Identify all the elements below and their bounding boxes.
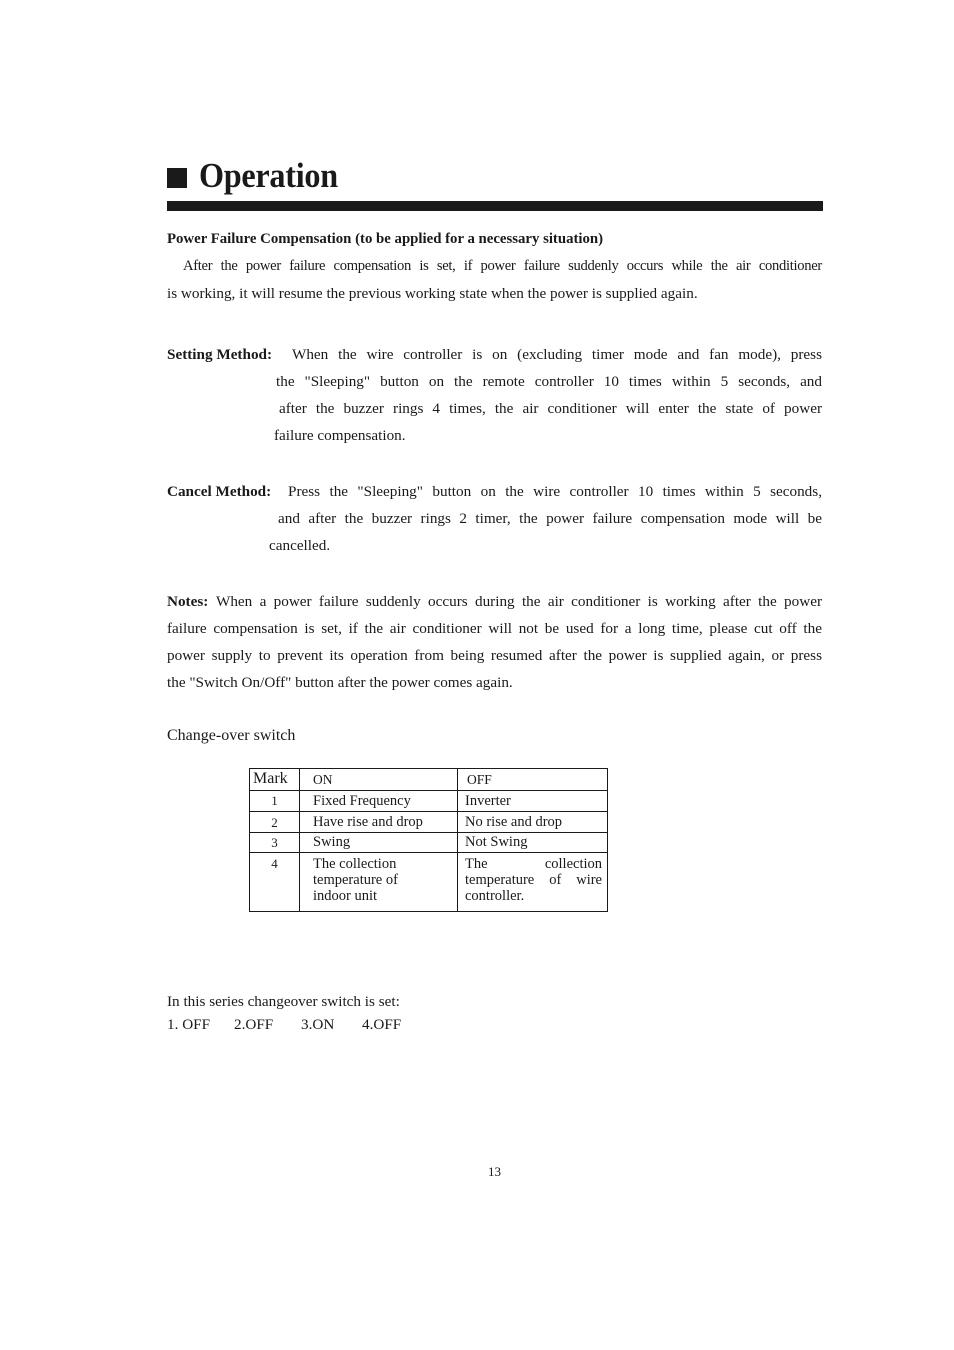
setting-label: Setting Method: <box>167 346 273 363</box>
table-cell: 4 <box>250 853 300 912</box>
cancel-line-2: and after the buzzer rings 2 timer, the power failure compensation mode will be <box>278 510 822 527</box>
series-intro: In this series changeover switch is set: <box>167 993 400 1010</box>
switch-table <box>249 768 608 912</box>
pfc-heading: Power Failure Compensation (to be applied for a necessary situation) <box>167 231 604 247</box>
table-row <box>250 833 608 853</box>
table-row <box>250 812 608 833</box>
table-header-cell: Mark <box>250 769 300 791</box>
table-cell: Have rise and drop <box>300 812 458 833</box>
series-setting-2: 2.OFF <box>234 1016 274 1033</box>
table-cell: The collection temperature of indoor unit <box>300 853 458 912</box>
table-header-cell: OFF <box>458 769 608 791</box>
series-setting-4: 4.OFF <box>362 1016 402 1033</box>
table-cell: No rise and drop <box>458 812 608 833</box>
switch-heading: Change-over switch <box>167 727 296 744</box>
notes-line-2: failure compensation is set, if the air conditioner will not be used for a long time, please cut off the <box>167 620 822 637</box>
table-row <box>250 791 608 812</box>
page-title: Operation <box>199 156 338 195</box>
title-rule <box>167 201 823 211</box>
table-cell: Not Swing <box>458 833 608 853</box>
table-cell: The collection temperature of wire controller. <box>458 853 608 912</box>
pfc-line-1: After the power failure compensation is set, if power failure suddenly occurs while the air conditioner <box>183 258 822 274</box>
cancel-line-1: Press the "Sleeping" button on the wire controller 10 times within 5 seconds, <box>288 483 822 500</box>
notes-label: Notes: <box>167 593 209 610</box>
table-cell: Fixed Frequency <box>300 791 458 812</box>
table-cell: Swing <box>300 833 458 853</box>
square-bullet-icon <box>167 168 187 188</box>
table-cell: Inverter <box>458 791 608 812</box>
setting-line-4: failure compensation. <box>274 427 406 444</box>
page-title-block <box>167 154 350 198</box>
table-cell: 3 <box>250 833 300 853</box>
table-header-cell: ON <box>300 769 458 791</box>
notes-line-1: When a power failure suddenly occurs during the air conditioner is working after the power <box>216 593 822 610</box>
cancel-line-3: cancelled. <box>269 537 331 554</box>
setting-line-3: after the buzzer rings 4 times, the air conditioner will enter the state of power <box>279 400 822 417</box>
page-number: 13 <box>488 1164 501 1179</box>
setting-line-1: When the wire controller is on (excluding timer mode and fan mode), press <box>292 346 822 363</box>
notes-line-3: power supply to prevent its operation from being resumed after the power is supplied again, or press <box>167 647 822 664</box>
series-setting-3: 3.ON <box>301 1016 335 1033</box>
table-header-row <box>250 769 608 791</box>
setting-line-2: the "Sleeping" button on the remote controller 10 times within 5 seconds, and <box>276 373 822 390</box>
table-row <box>250 853 608 912</box>
series-setting-1: 1. OFF <box>167 1016 211 1033</box>
table-cell: 2 <box>250 812 300 833</box>
notes-line-4: the "Switch On/Off" button after the power comes again. <box>167 674 513 691</box>
pfc-line-2: is working, it will resume the previous working state when the power is supplied again. <box>167 285 698 302</box>
cancel-label: Cancel Method: <box>167 483 272 500</box>
table-cell: 1 <box>250 791 300 812</box>
